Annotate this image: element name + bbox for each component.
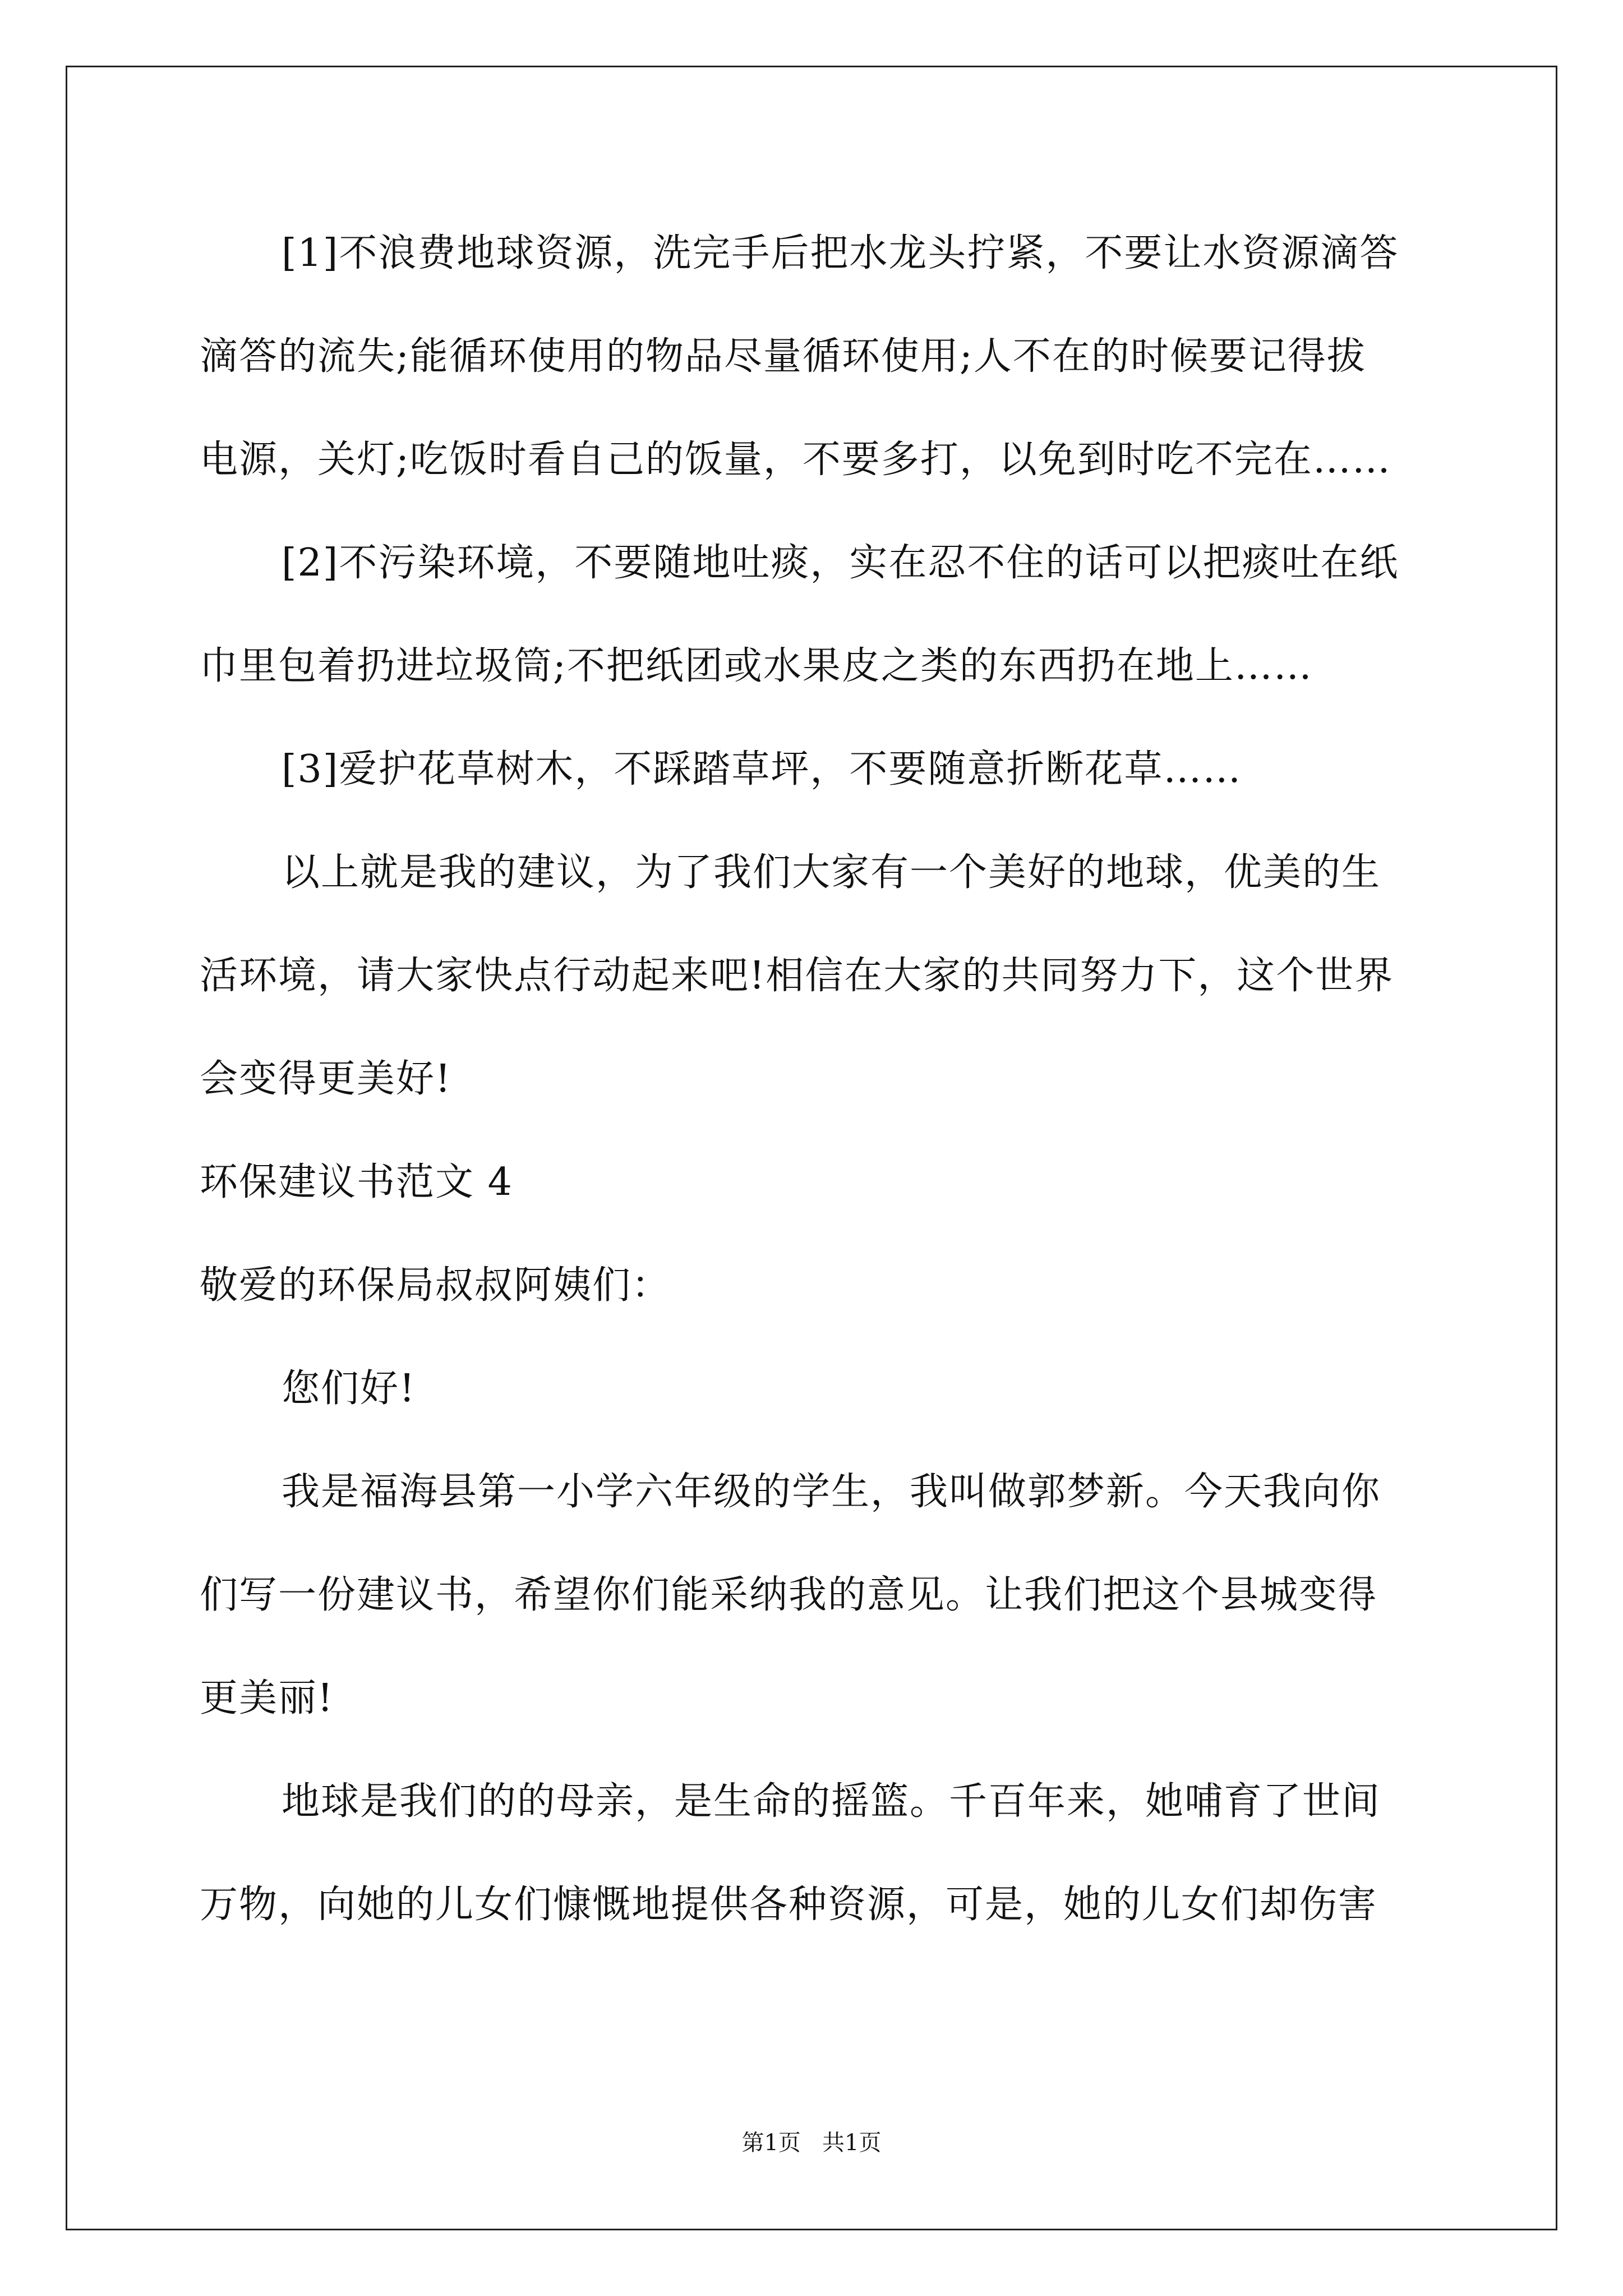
greeting: 您们好!: [282, 1366, 416, 1411]
text-line: 万物，向她的儿女们慷慨地提供各种资源，可是，她的儿女们却伤害: [200, 1883, 1378, 1927]
text-line: 电源，关灯;吃饭时看自己的饭量，不要多打，以免到时吃不完在……: [200, 438, 1391, 482]
salutation: 敬爱的环保局叔叔阿姨们：: [200, 1263, 671, 1308]
text-line: 更美丽!: [200, 1676, 334, 1720]
text-line: 会变得更美好!: [200, 1057, 452, 1101]
text-line: 巾里包着扔进垃圾筒;不把纸团或水果皮之类的东西扔在地上……: [200, 644, 1313, 688]
text-line: [1]不浪费地球资源，洗完手后把水龙头拧紧，不要让水资源滴答: [282, 231, 1399, 275]
text-line: 滴答的流失;能循环使用的物品尽量循环使用;人不在的时候要记得拔: [200, 334, 1366, 379]
text-line: 以上就是我的建议，为了我们大家有一个美好的地球，优美的生: [282, 850, 1381, 895]
document-body: [200, 202, 1428, 1957]
text-line: 活环境，请大家快点行动起来吧!相信在大家的共同努力下，这个世界: [200, 954, 1394, 998]
text-line: [3]爱护花草树木，不踩踏草坪，不要随意折断花草……: [282, 747, 1242, 792]
text-line: 我是福海县第一小学六年级的学生，我叫做郭梦新。今天我向你: [282, 1470, 1381, 1514]
text-line: 地球是我们的的母亲，是生命的摇篮。千百年来，她哺育了世间: [282, 1779, 1381, 1824]
section-heading: 环保建议书范文 4: [200, 1160, 513, 1204]
text-line: 们写一份建议书，希望你们能采纳我的意见。让我们把这个县城变得: [200, 1573, 1378, 1617]
page-number-footer: 第1页 共1页: [741, 2130, 882, 2156]
text-line: [2]不污染环境，不要随地吐痰，实在忍不住的话可以把痰吐在纸: [282, 541, 1399, 585]
